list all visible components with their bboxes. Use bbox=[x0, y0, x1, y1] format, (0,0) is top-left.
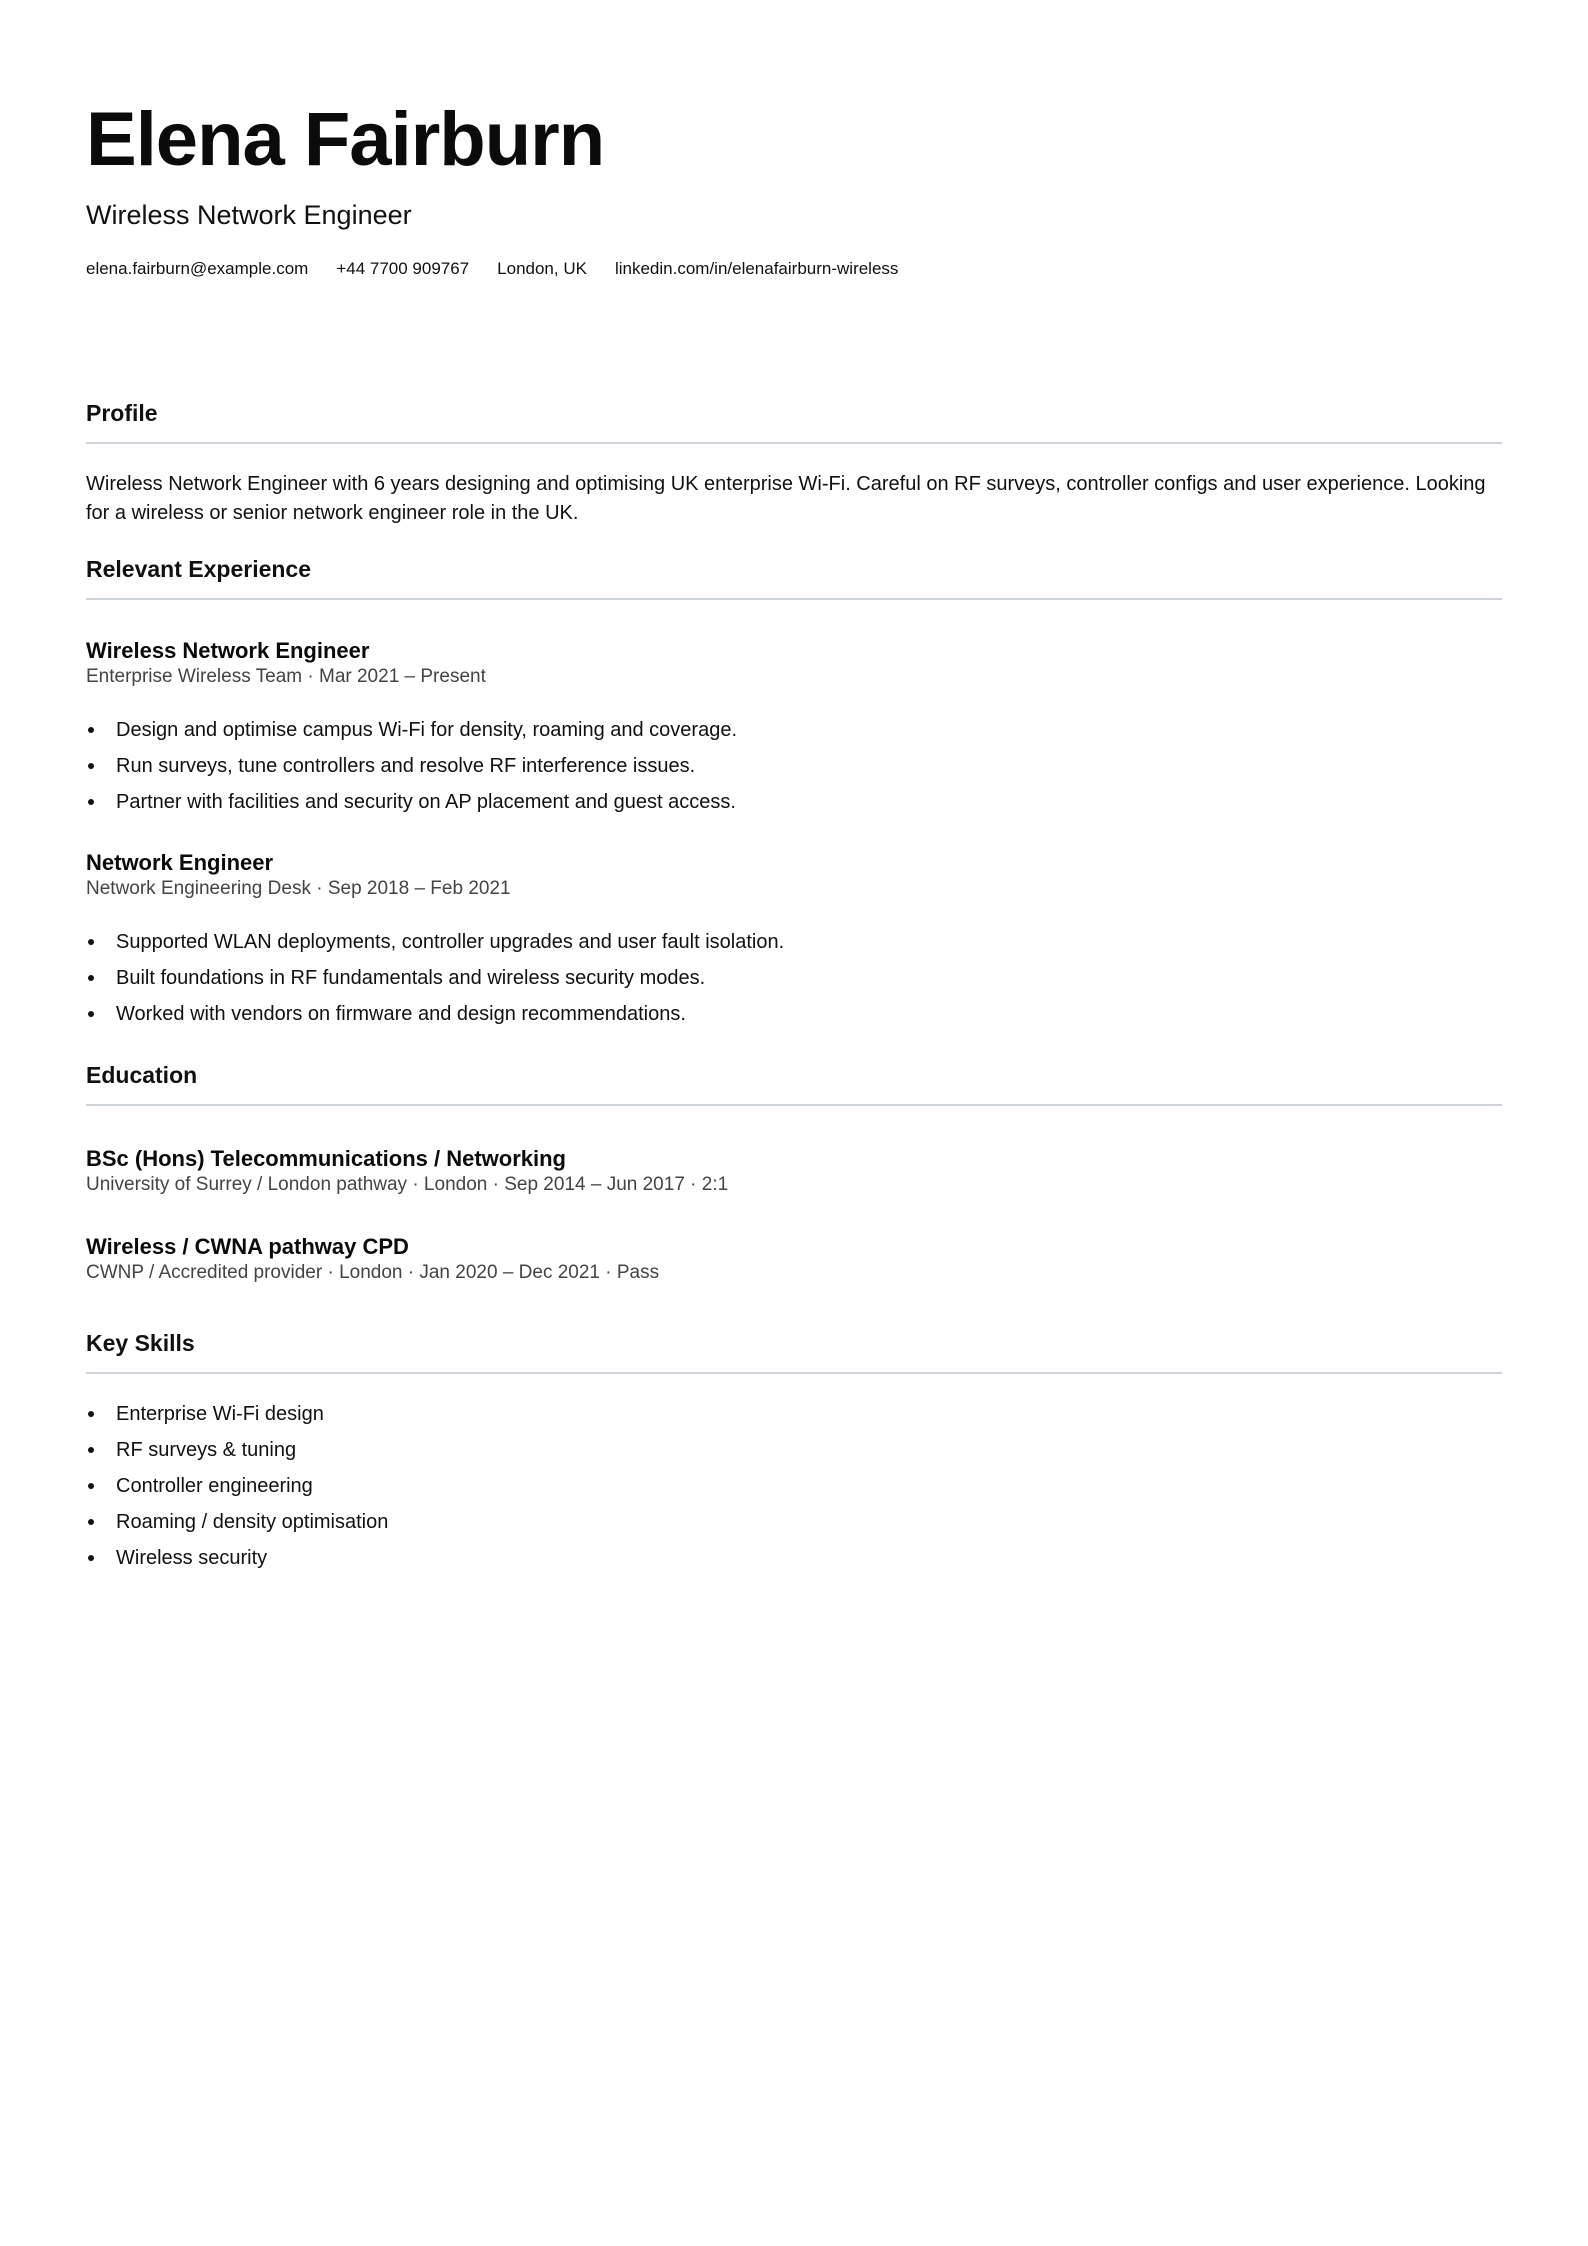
education-meta: University of Surrey / London pathway · London · Sep 2014 – Jun 2017 · 2:1 bbox=[86, 1174, 729, 1195]
bullet-text: Run surveys, tune controllers and resolve RF interference issues. bbox=[116, 755, 696, 777]
candidate-title: Wireless Network Engineer bbox=[86, 200, 412, 230]
contact-phone[interactable]: +44 7700 909767 bbox=[336, 259, 470, 278]
list-item bbox=[86, 1468, 1502, 1504]
skill-text: RF surveys & tuning bbox=[116, 1439, 297, 1461]
list-item bbox=[86, 960, 1502, 996]
bullet-icon bbox=[88, 1011, 94, 1017]
section-heading-profile: Profile bbox=[86, 398, 1502, 444]
contact-email[interactable]: elena.fairburn@example.com bbox=[86, 259, 309, 278]
job-bullets bbox=[86, 712, 1502, 820]
education-section bbox=[86, 1060, 1502, 1286]
contact-line bbox=[86, 258, 1502, 280]
bullet-icon bbox=[88, 1483, 94, 1489]
job-bullets bbox=[86, 924, 1502, 1032]
job-entry bbox=[86, 638, 1502, 820]
profile-text: Wireless Network Engineer with 6 years designing and optimising UK enterprise Wi-Fi. Careful on RF surveys, controller configs and user experience. Looking for a wireless or senior network engineer role in the UK. bbox=[86, 473, 1486, 524]
candidate-name: Elena Fairburn bbox=[86, 97, 605, 182]
section-heading-skills: Key Skills bbox=[86, 1328, 1502, 1374]
bullet-icon bbox=[88, 1555, 94, 1561]
education-title: Wireless / CWNA pathway CPD bbox=[86, 1234, 409, 1259]
bullet-icon bbox=[88, 799, 94, 805]
skill-text: Controller engineering bbox=[116, 1475, 313, 1497]
skill-text: Wireless security bbox=[116, 1547, 268, 1569]
skill-text: Roaming / density optimisation bbox=[116, 1511, 389, 1533]
bullet-icon bbox=[88, 975, 94, 981]
section-heading-education: Education bbox=[86, 1060, 1502, 1106]
list-item bbox=[86, 924, 1502, 960]
bullet-text: Partner with facilities and security on AP placement and guest access. bbox=[116, 791, 736, 813]
bullet-icon bbox=[88, 1447, 94, 1453]
section-heading-experience: Relevant Experience bbox=[86, 554, 1502, 600]
list-item bbox=[86, 1432, 1502, 1468]
education-entry bbox=[86, 1234, 1502, 1286]
education-entry bbox=[86, 1146, 1502, 1198]
bullet-icon bbox=[88, 1411, 94, 1417]
job-meta: Network Engineering Desk · Sep 2018 – Feb 2021 bbox=[86, 878, 511, 899]
job-title: Wireless Network Engineer bbox=[86, 638, 370, 663]
education-title: BSc (Hons) Telecommunications / Networking bbox=[86, 1146, 566, 1171]
skills-list bbox=[86, 1396, 1502, 1576]
bullet-text: Built foundations in RF fundamentals and wireless security modes. bbox=[116, 967, 706, 989]
list-item bbox=[86, 748, 1502, 784]
resume-header bbox=[86, 96, 1502, 280]
job-meta: Enterprise Wireless Team · Mar 2021 – Present bbox=[86, 666, 486, 687]
skill-text: Enterprise Wi-Fi design bbox=[116, 1403, 324, 1425]
education-meta: CWNP / Accredited provider · London · Jan 2020 – Dec 2021 · Pass bbox=[86, 1262, 660, 1283]
contact-linkedin[interactable]: linkedin.com/in/elenafairburn-wireless bbox=[614, 259, 899, 278]
bullet-text: Worked with vendors on firmware and design recommendations. bbox=[116, 1003, 686, 1025]
bullet-icon bbox=[88, 1519, 94, 1525]
list-item bbox=[86, 784, 1502, 820]
experience-section bbox=[86, 554, 1502, 1032]
bullet-icon bbox=[88, 763, 94, 769]
bullet-icon bbox=[88, 727, 94, 733]
list-item bbox=[86, 1504, 1502, 1540]
profile-section bbox=[86, 398, 1502, 528]
skills-section bbox=[86, 1328, 1502, 1576]
job-entry bbox=[86, 850, 1502, 1032]
contact-location: London, UK bbox=[497, 259, 587, 278]
list-item bbox=[86, 1396, 1502, 1432]
list-item bbox=[86, 712, 1502, 748]
list-item bbox=[86, 996, 1502, 1032]
bullet-text: Supported WLAN deployments, controller upgrades and user fault isolation. bbox=[116, 931, 785, 953]
job-title: Network Engineer bbox=[86, 850, 274, 875]
bullet-text: Design and optimise campus Wi-Fi for density, roaming and coverage. bbox=[116, 719, 738, 741]
list-item bbox=[86, 1540, 1502, 1576]
bullet-icon bbox=[88, 939, 94, 945]
